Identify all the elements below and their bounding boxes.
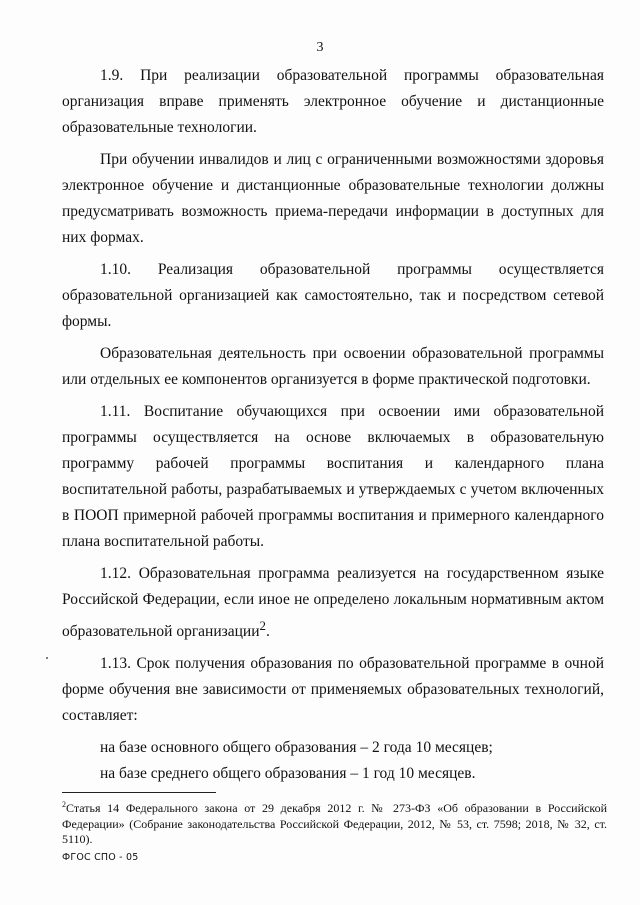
- paragraph-1-12-text: 1.12. Образовательная программа реализуется на государственном языке Российской Федерации, если иное не определено локальным нормативным актом образовательной организации: [62, 565, 604, 641]
- footnote-reference: 2: [259, 618, 266, 633]
- document-body: [62, 63, 604, 787]
- footnote-separator: [62, 792, 216, 793]
- footnote-text: Статья 14 Федерального закона от 29 декабря 2012 г. № 273-ФЗ «Об образовании в Российской Федерации» (Собрание законодательства Российской Федерации, 2012, № 53, ст. 7598; 2018, № 32, ст. 5110).: [62, 801, 607, 846]
- list-item: на базе среднего общего образования – 1 год 10 месяцев.: [100, 765, 476, 783]
- paragraph-1-11: 1.11. Воспитание обучающихся при освоении ими образовательной программы осуществляется на основе включаемых в образовательную программу рабочей программы воспитания и календарного плана воспитательной работы, разрабатываемых и утверждаемых с учетом включенных в ПООП примерной рабочей программы воспитания и примерного календарного плана воспитательной работы.: [62, 403, 604, 550]
- footnote-marker: 2: [62, 800, 66, 809]
- page-number: 3: [316, 40, 324, 55]
- footnote: [62, 797, 607, 848]
- paragraph-1-10: 1.10. Реализация образовательной программы осуществляется образовательной организацией как самостоятельно, так и посредством сетевой формы.: [62, 261, 604, 330]
- paragraph-1-13: 1.13. Срок получения образования по образовательной программе в очной форме обучения вне зависимости от применяемых образовательных технологий, составляет:: [62, 655, 604, 725]
- document-code: ФГОС СПО - 05: [62, 852, 139, 863]
- paragraph-practical-training: Образовательная деятельность при освоении образовательной программы или отдельных ее компонентов организуется в форме практической подготовки.: [62, 345, 604, 388]
- paragraph-disabled-learners: При обучении инвалидов и лиц с ограниченными возможностями здоровья электронное обучение и дистанционные образовательные технологии должны предусматривать возможность приема-передачи информации в доступных для них формах.: [62, 151, 604, 246]
- scan-speck: [46, 657, 48, 659]
- paragraph-1-12: 1.12. Образовательная программа реализуется на государственном языке Российской Федерации, если иное не определено локальным нормативным актом образовательной организации$^2$.: [62, 565, 604, 641]
- list-item: на базе основного общего образования – 2 года 10 месяцев;: [100, 739, 493, 757]
- paragraph-1-9: 1.9. При реализации образовательной программы образовательная организация вправе применять электронное обучение и дистанционные образовательные технологии.: [62, 67, 604, 136]
